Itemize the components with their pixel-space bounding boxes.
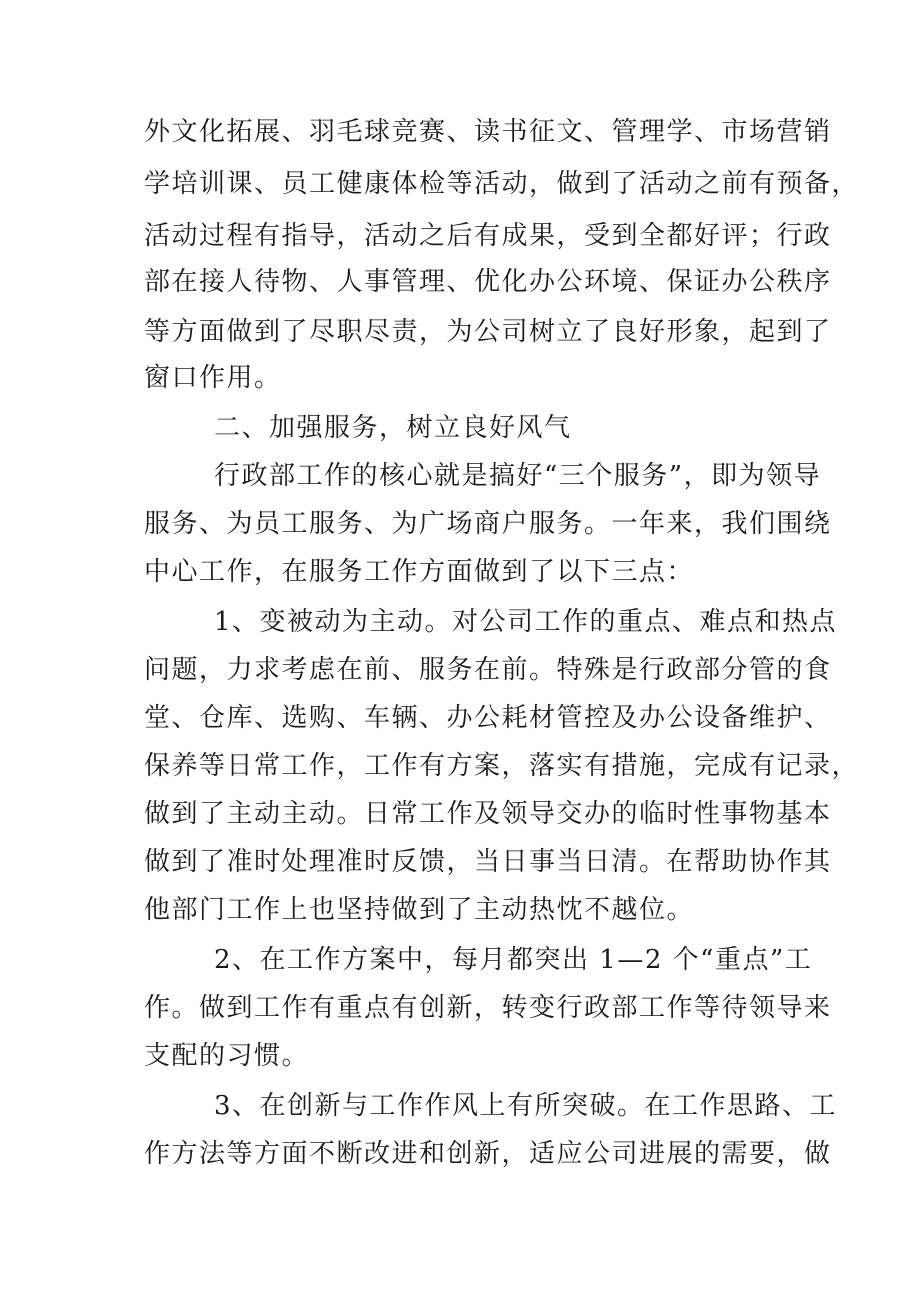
text-line: 窗口作用。: [144, 363, 282, 393]
text-line: 等方面做到了尽职尽责，为公司树立了良好形象，起到了: [144, 317, 832, 347]
text-line: 问题，力求考虑在前、服务在前。特殊是行政部分管的食: [144, 655, 832, 685]
section-heading: 二、加强服务，树立良好风气: [214, 413, 572, 443]
text-line: 作。做到工作有重点有创新，转变行政部工作等待领导来: [144, 993, 832, 1023]
text-line: 作方法等方面不断改进和创新，适应公司进展的需要，做: [144, 1139, 832, 1169]
text-line: 3、在创新与工作作风上有所突破。在工作思路、工: [214, 1091, 838, 1121]
text-line: 2、在工作方案中，每月都突出 1—2 个“重点”工: [214, 945, 813, 975]
text-line: 1、变被动为主动。对公司工作的重点、难点和热点: [214, 607, 838, 637]
text-line: 堂、仓库、选购、车辆、办公耗材管控及办公设备维护、: [144, 703, 832, 733]
text-line: 做到了准时处理准时反馈，当日事当日清。在帮助协作其: [144, 847, 832, 877]
text-line: 学培训课、员工健康体检等活动，做到了活动之前有预备，: [144, 169, 860, 199]
text-line: 活动过程有指导，活动之后有成果，受到全都好评；行政: [144, 221, 832, 251]
text-line: 支配的习惯。: [144, 1041, 310, 1071]
text-line: 中心工作，在服务工作方面做到了以下三点：: [144, 557, 695, 587]
text-line: 部在接人待物、人事管理、优化办公环境、保证办公秩序: [144, 267, 832, 297]
text-line: 行政部工作的核心就是搞好“三个服务”，即为领导: [214, 461, 822, 491]
text-line: 做到了主动主动。日常工作及领导交办的临时性事物基本: [144, 799, 832, 829]
text-line: 他部门工作上也坚持做到了主动热忱不越位。: [144, 895, 695, 925]
text-line: 服务、为员工服务、为广场商户服务。一年来，我们围绕: [144, 509, 832, 539]
text-line: 外文化拓展、羽毛球竞赛、读书征文、管理学、市场营销: [144, 117, 832, 147]
text-line: 保养等日常工作，工作有方案，落实有措施，完成有记录，: [144, 751, 860, 781]
